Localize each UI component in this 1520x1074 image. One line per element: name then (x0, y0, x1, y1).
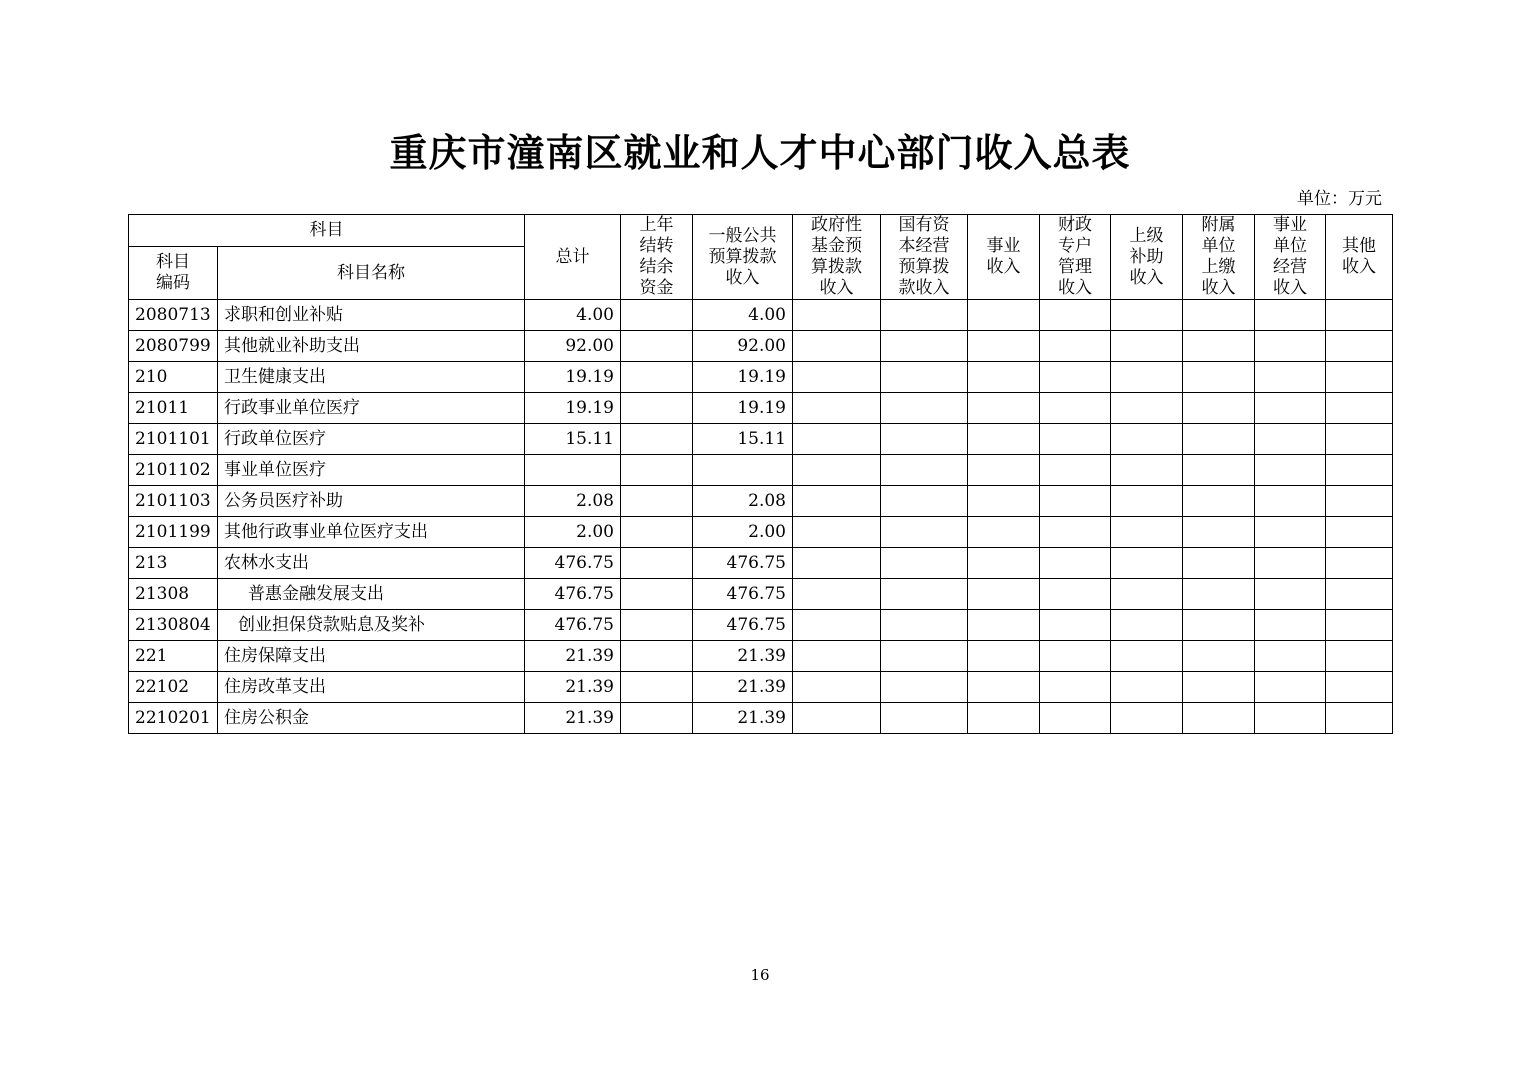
affiliated-unit-cell (1183, 486, 1255, 517)
business-operation-cell (1255, 672, 1326, 703)
superior-subsidy-cell (1111, 517, 1183, 548)
page-title: 重庆市潼南区就业和人才中心部门收入总表 (389, 130, 1131, 175)
income-summary-table (128, 214, 1393, 734)
other-income-cell (1326, 393, 1393, 424)
business-income-cell (968, 610, 1040, 641)
general-budget-cell: 19.19 (693, 393, 793, 424)
table-row (129, 424, 1393, 455)
prev-year-cell (621, 424, 693, 455)
business-income-cell (968, 672, 1040, 703)
state-capital-cell (881, 703, 968, 734)
subject-code-cell: 2080713 (129, 300, 218, 331)
gov-fund-cell (793, 362, 881, 393)
business-operation-cell (1255, 300, 1326, 331)
other-income-cell (1326, 579, 1393, 610)
prev-year-cell (621, 641, 693, 672)
state-capital-cell (881, 331, 968, 362)
state-capital-cell (881, 362, 968, 393)
header-subject-code: 科目 编码 (129, 247, 218, 300)
subject-code-cell: 2101101 (129, 424, 218, 455)
subject-name-cell: 住房改革支出 (218, 672, 525, 703)
header-fiscal-special: 财政 专户 管理 收入 (1040, 215, 1111, 300)
table-row (129, 455, 1393, 486)
header-general-budget: 一般公共 预算拨款 收入 (693, 215, 793, 300)
superior-subsidy-cell (1111, 455, 1183, 486)
state-capital-cell (881, 610, 968, 641)
affiliated-unit-cell (1183, 455, 1255, 486)
superior-subsidy-cell (1111, 703, 1183, 734)
business-income-cell (968, 393, 1040, 424)
subject-code-cell: 21308 (129, 579, 218, 610)
general-budget-cell: 476.75 (693, 548, 793, 579)
other-income-cell (1326, 610, 1393, 641)
general-budget-cell: 476.75 (693, 579, 793, 610)
business-operation-cell (1255, 486, 1326, 517)
superior-subsidy-cell (1111, 579, 1183, 610)
subject-code-cell: 221 (129, 641, 218, 672)
business-income-cell (968, 517, 1040, 548)
affiliated-unit-cell (1183, 300, 1255, 331)
prev-year-cell (621, 486, 693, 517)
business-income-cell (968, 362, 1040, 393)
fiscal-special-cell (1040, 455, 1111, 486)
subject-name-cell: 其他行政事业单位医疗支出 (218, 517, 525, 548)
other-income-cell (1326, 703, 1393, 734)
table-row (129, 331, 1393, 362)
gov-fund-cell (793, 486, 881, 517)
affiliated-unit-cell (1183, 548, 1255, 579)
general-budget-cell: 2.00 (693, 517, 793, 548)
state-capital-cell (881, 455, 968, 486)
business-operation-cell (1255, 517, 1326, 548)
superior-subsidy-cell (1111, 548, 1183, 579)
business-income-cell (968, 331, 1040, 362)
general-budget-cell: 2.08 (693, 486, 793, 517)
affiliated-unit-cell (1183, 610, 1255, 641)
header-business-income: 事业 收入 (968, 215, 1040, 300)
general-budget-cell: 15.11 (693, 424, 793, 455)
business-operation-cell (1255, 641, 1326, 672)
other-income-cell (1326, 641, 1393, 672)
total-cell: 4.00 (525, 300, 621, 331)
affiliated-unit-cell (1183, 641, 1255, 672)
other-income-cell (1326, 486, 1393, 517)
state-capital-cell (881, 393, 968, 424)
total-cell: 476.75 (525, 579, 621, 610)
subject-code-cell: 210 (129, 362, 218, 393)
gov-fund-cell (793, 331, 881, 362)
header-superior-subsidy: 上级 补助 收入 (1111, 215, 1183, 300)
total-cell: 19.19 (525, 362, 621, 393)
fiscal-special-cell (1040, 486, 1111, 517)
header-subject-name: 科目名称 (218, 247, 525, 300)
business-operation-cell (1255, 424, 1326, 455)
prev-year-cell (621, 703, 693, 734)
fiscal-special-cell (1040, 424, 1111, 455)
business-operation-cell (1255, 362, 1326, 393)
table-row (129, 300, 1393, 331)
gov-fund-cell (793, 703, 881, 734)
superior-subsidy-cell (1111, 486, 1183, 517)
superior-subsidy-cell (1111, 424, 1183, 455)
superior-subsidy-cell (1111, 300, 1183, 331)
table-row (129, 610, 1393, 641)
subject-name-cell: 农林水支出 (218, 548, 525, 579)
superior-subsidy-cell (1111, 610, 1183, 641)
fiscal-special-cell (1040, 517, 1111, 548)
fiscal-special-cell (1040, 703, 1111, 734)
fiscal-special-cell (1040, 331, 1111, 362)
subject-code-cell: 2080799 (129, 331, 218, 362)
other-income-cell (1326, 517, 1393, 548)
subject-code-cell: 2101199 (129, 517, 218, 548)
business-operation-cell (1255, 703, 1326, 734)
header-total: 总计 (525, 215, 621, 300)
business-income-cell (968, 703, 1040, 734)
table-row (129, 362, 1393, 393)
superior-subsidy-cell (1111, 331, 1183, 362)
affiliated-unit-cell (1183, 393, 1255, 424)
table-row (129, 517, 1393, 548)
subject-code-cell: 22102 (129, 672, 218, 703)
header-affiliated-unit: 附属 单位 上缴 收入 (1183, 215, 1255, 300)
total-cell: 476.75 (525, 610, 621, 641)
other-income-cell (1326, 300, 1393, 331)
prev-year-cell (621, 517, 693, 548)
total-cell: 21.39 (525, 672, 621, 703)
subject-name-cell: 公务员医疗补助 (218, 486, 525, 517)
fiscal-special-cell (1040, 641, 1111, 672)
total-cell: 2.00 (525, 517, 621, 548)
subject-name-cell: 住房公积金 (218, 703, 525, 734)
subject-name-cell: 卫生健康支出 (218, 362, 525, 393)
prev-year-cell (621, 300, 693, 331)
business-operation-cell (1255, 548, 1326, 579)
gov-fund-cell (793, 610, 881, 641)
affiliated-unit-cell (1183, 517, 1255, 548)
prev-year-cell (621, 455, 693, 486)
table-row (129, 672, 1393, 703)
prev-year-cell (621, 331, 693, 362)
state-capital-cell (881, 579, 968, 610)
other-income-cell (1326, 424, 1393, 455)
fiscal-special-cell (1040, 362, 1111, 393)
subject-code-cell: 2130804 (129, 610, 218, 641)
prev-year-cell (621, 393, 693, 424)
subject-name-cell: 事业单位医疗 (218, 455, 525, 486)
business-income-cell (968, 424, 1040, 455)
business-income-cell (968, 548, 1040, 579)
general-budget-cell: 92.00 (693, 331, 793, 362)
gov-fund-cell (793, 641, 881, 672)
business-operation-cell (1255, 579, 1326, 610)
general-budget-cell: 19.19 (693, 362, 793, 393)
header-state-capital: 国有资 本经营 预算拨 款收入 (881, 215, 968, 300)
gov-fund-cell (793, 455, 881, 486)
gov-fund-cell (793, 548, 881, 579)
fiscal-special-cell (1040, 610, 1111, 641)
gov-fund-cell (793, 672, 881, 703)
general-budget-cell: 21.39 (693, 672, 793, 703)
state-capital-cell (881, 424, 968, 455)
business-income-cell (968, 486, 1040, 517)
table-row (129, 486, 1393, 517)
business-income-cell (968, 579, 1040, 610)
superior-subsidy-cell (1111, 393, 1183, 424)
header-prev-year-balance: 上年 结转 结余 资金 (621, 215, 693, 300)
total-cell: 19.19 (525, 393, 621, 424)
business-operation-cell (1255, 455, 1326, 486)
total-cell: 21.39 (525, 703, 621, 734)
header-gov-fund: 政府性 基金预 算拨款 收入 (793, 215, 881, 300)
subject-code-cell: 2101103 (129, 486, 218, 517)
state-capital-cell (881, 486, 968, 517)
other-income-cell (1326, 548, 1393, 579)
table-row (129, 641, 1393, 672)
prev-year-cell (621, 548, 693, 579)
subject-code-cell: 213 (129, 548, 218, 579)
subject-name-cell: 住房保障支出 (218, 641, 525, 672)
other-income-cell (1326, 362, 1393, 393)
unit-label: 单位：万元 (1297, 189, 1382, 209)
state-capital-cell (881, 300, 968, 331)
prev-year-cell (621, 610, 693, 641)
subject-name-cell: 其他就业补助支出 (218, 331, 525, 362)
total-cell: 21.39 (525, 641, 621, 672)
header-other-income: 其他 收入 (1326, 215, 1393, 300)
page-number: 16 (750, 966, 770, 984)
fiscal-special-cell (1040, 393, 1111, 424)
table-row (129, 703, 1393, 734)
table-row (129, 579, 1393, 610)
subject-code-cell: 21011 (129, 393, 218, 424)
general-budget-cell: 4.00 (693, 300, 793, 331)
affiliated-unit-cell (1183, 362, 1255, 393)
fiscal-special-cell (1040, 300, 1111, 331)
affiliated-unit-cell (1183, 424, 1255, 455)
gov-fund-cell (793, 424, 881, 455)
business-operation-cell (1255, 393, 1326, 424)
state-capital-cell (881, 641, 968, 672)
affiliated-unit-cell (1183, 672, 1255, 703)
subject-code-cell: 2101102 (129, 455, 218, 486)
subject-name-cell: 行政单位医疗 (218, 424, 525, 455)
state-capital-cell (881, 517, 968, 548)
subject-name-cell: 创业担保贷款贴息及奖补 (218, 610, 525, 641)
subject-name-cell: 行政事业单位医疗 (218, 393, 525, 424)
business-operation-cell (1255, 610, 1326, 641)
total-cell (525, 455, 621, 486)
total-cell: 2.08 (525, 486, 621, 517)
gov-fund-cell (793, 393, 881, 424)
total-cell: 476.75 (525, 548, 621, 579)
gov-fund-cell (793, 517, 881, 548)
other-income-cell (1326, 331, 1393, 362)
affiliated-unit-cell (1183, 703, 1255, 734)
fiscal-special-cell (1040, 672, 1111, 703)
general-budget-cell: 21.39 (693, 641, 793, 672)
business-income-cell (968, 641, 1040, 672)
subject-name-cell: 求职和创业补贴 (218, 300, 525, 331)
gov-fund-cell (793, 579, 881, 610)
table-row (129, 393, 1393, 424)
subject-code-cell: 2210201 (129, 703, 218, 734)
subject-name-cell: 普惠金融发展支出 (218, 579, 525, 610)
total-cell: 92.00 (525, 331, 621, 362)
header-row-1 (129, 215, 1393, 247)
affiliated-unit-cell (1183, 579, 1255, 610)
other-income-cell (1326, 672, 1393, 703)
gov-fund-cell (793, 300, 881, 331)
business-income-cell (968, 455, 1040, 486)
header-business-operation: 事业 单位 经营 收入 (1255, 215, 1326, 300)
prev-year-cell (621, 672, 693, 703)
fiscal-special-cell (1040, 548, 1111, 579)
state-capital-cell (881, 672, 968, 703)
superior-subsidy-cell (1111, 672, 1183, 703)
fiscal-special-cell (1040, 579, 1111, 610)
prev-year-cell (621, 579, 693, 610)
general-budget-cell (693, 455, 793, 486)
business-operation-cell (1255, 331, 1326, 362)
superior-subsidy-cell (1111, 641, 1183, 672)
table-body (129, 300, 1393, 734)
header-subject-group: 科目 (129, 215, 525, 247)
general-budget-cell: 21.39 (693, 703, 793, 734)
superior-subsidy-cell (1111, 362, 1183, 393)
other-income-cell (1326, 455, 1393, 486)
prev-year-cell (621, 362, 693, 393)
state-capital-cell (881, 548, 968, 579)
general-budget-cell: 476.75 (693, 610, 793, 641)
total-cell: 15.11 (525, 424, 621, 455)
affiliated-unit-cell (1183, 331, 1255, 362)
business-income-cell (968, 300, 1040, 331)
table-row (129, 548, 1393, 579)
